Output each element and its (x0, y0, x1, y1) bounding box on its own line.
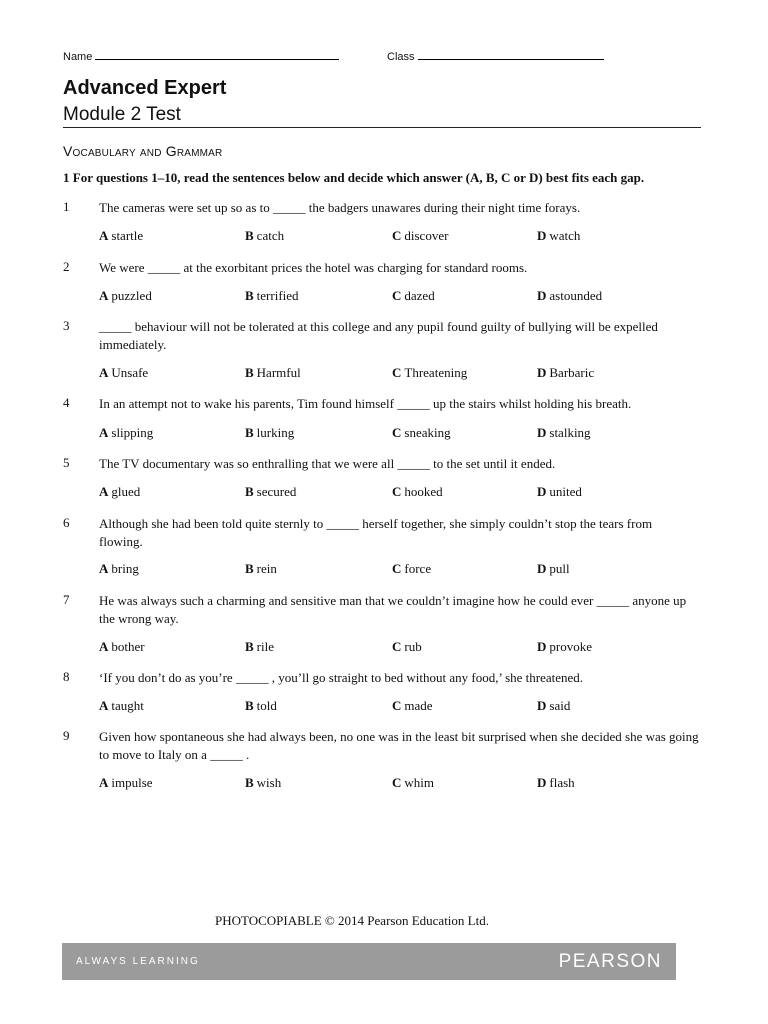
option-letter: A (99, 698, 109, 713)
option-c[interactable] (392, 288, 435, 304)
publisher-banner (62, 943, 676, 980)
section-heading: Vocabulary and Grammar (63, 143, 223, 159)
option-letter: B (245, 698, 254, 713)
option-text: startle (111, 228, 144, 243)
option-letter: D (537, 228, 547, 243)
option-d[interactable] (537, 288, 602, 304)
options-2 (99, 288, 699, 306)
options-9 (99, 775, 699, 793)
option-text: rein (256, 561, 277, 576)
option-text: made (404, 698, 433, 713)
options-6 (99, 561, 699, 579)
option-text: lurking (256, 425, 295, 440)
question-number: 2 (63, 259, 70, 274)
option-a[interactable] (99, 288, 152, 304)
option-letter: D (537, 288, 547, 303)
options-8 (99, 698, 699, 716)
option-letter: A (99, 228, 109, 243)
class-field[interactable] (387, 48, 604, 63)
option-letter: D (537, 425, 547, 440)
option-text: pull (549, 561, 570, 576)
option-letter: A (99, 639, 109, 654)
options-7 (99, 639, 699, 657)
option-letter: B (245, 425, 254, 440)
option-text: catch (256, 228, 285, 243)
page-subtitle: Module 2 Test (63, 104, 181, 125)
option-text: force (404, 561, 432, 576)
question-number: 4 (63, 395, 70, 410)
option-text: secured (256, 484, 297, 499)
option-letter: A (99, 775, 109, 790)
option-a[interactable] (99, 228, 143, 244)
option-letter: C (392, 698, 402, 713)
option-letter: C (392, 365, 402, 380)
option-text: Unsafe (111, 365, 149, 380)
option-b[interactable] (245, 639, 274, 655)
publisher-logo: PEARSON (558, 951, 662, 972)
option-letter: D (537, 639, 547, 654)
class-label: Class (387, 51, 415, 63)
question-text: ‘If you don’t do as you’re _____ , you’ll go straight to bed without any food,’ she threatened. (99, 670, 584, 685)
option-a[interactable] (99, 698, 144, 714)
option-letter: B (245, 775, 254, 790)
option-c[interactable] (392, 484, 443, 500)
option-b[interactable] (245, 484, 296, 500)
option-b[interactable] (245, 561, 277, 577)
option-letter: C (392, 425, 402, 440)
option-text: taught (111, 698, 144, 713)
option-text: provoke (549, 639, 592, 654)
option-letter: B (245, 484, 254, 499)
option-b[interactable] (245, 425, 294, 441)
option-text: wish (256, 775, 282, 790)
question-text: He was always such a charming and sensitive man that we couldn’t imagine how he could ever _____ anyone up the wrong way. (99, 593, 687, 626)
option-b[interactable] (245, 775, 281, 791)
page-title: Advanced Expert (63, 77, 227, 99)
option-d[interactable] (537, 561, 570, 577)
option-letter: A (99, 484, 109, 499)
option-a[interactable] (99, 484, 140, 500)
option-text: bring (111, 561, 139, 576)
option-text: impulse (111, 775, 153, 790)
option-text: bother (111, 639, 145, 654)
name-label: Name (63, 51, 93, 63)
option-letter: D (537, 775, 547, 790)
option-letter: C (392, 639, 402, 654)
option-letter: B (245, 561, 254, 576)
option-text: rile (256, 639, 274, 654)
option-b[interactable] (245, 698, 277, 714)
option-letter: B (245, 639, 254, 654)
option-d[interactable] (537, 639, 592, 655)
option-text: stalking (549, 425, 591, 440)
question-number: 8 (63, 669, 70, 684)
option-c[interactable] (392, 365, 467, 381)
option-text: Harmful (256, 365, 301, 380)
option-letter: D (537, 698, 547, 713)
name-line (95, 48, 339, 60)
option-d[interactable] (537, 228, 580, 244)
class-line (418, 48, 604, 60)
option-text: told (256, 698, 277, 713)
question-text: The TV documentary was so enthralling that we were all _____ to the set until it ended. (99, 456, 556, 471)
options-4 (99, 425, 699, 443)
option-text: hooked (404, 484, 443, 499)
question-text: In an attempt not to wake his parents, Tim found himself _____ up the stairs whilst holding his breath. (99, 396, 632, 411)
question-number: 5 (63, 455, 70, 470)
option-letter: C (392, 561, 402, 576)
question-text: _____ behaviour will not be tolerated at this college and any pupil found guilty of bullying will be expelled immediately. (99, 319, 658, 352)
option-a[interactable] (99, 639, 145, 655)
option-text: rub (404, 639, 422, 654)
option-text: Threatening (404, 365, 468, 380)
option-letter: D (537, 484, 547, 499)
question-number: 3 (63, 318, 70, 333)
question-text: Given how spontaneous she had always been, no one was in the least bit surprised when she decided she was going to move to Italy on a _____ . (99, 729, 699, 762)
option-text: said (549, 698, 571, 713)
title-divider (63, 127, 701, 128)
option-c[interactable] (392, 561, 431, 577)
option-letter: B (245, 365, 254, 380)
option-text: united (549, 484, 582, 499)
option-d[interactable] (537, 365, 594, 381)
option-text: glued (111, 484, 141, 499)
option-c[interactable] (392, 698, 433, 714)
option-text: flash (549, 775, 575, 790)
option-letter: B (245, 288, 254, 303)
option-text: whim (404, 775, 435, 790)
option-b[interactable] (245, 228, 284, 244)
option-c[interactable] (392, 228, 448, 244)
option-c[interactable] (392, 425, 451, 441)
option-d[interactable] (537, 484, 582, 500)
option-a[interactable] (99, 561, 139, 577)
tagline: ALWAYS LEARNING (76, 956, 200, 967)
option-text: Barbaric (549, 365, 595, 380)
question-number: 9 (63, 728, 70, 743)
option-letter: A (99, 288, 109, 303)
option-d[interactable] (537, 698, 570, 714)
option-text: slipping (111, 425, 154, 440)
option-a[interactable] (99, 425, 153, 441)
question-number: 1 (63, 199, 70, 214)
option-c[interactable] (392, 639, 422, 655)
copyright-note (0, 913, 768, 929)
option-letter: A (99, 425, 109, 440)
copyright-text: PHOTOCOPIABLE © 2014 Pearson Education Ltd. (215, 913, 489, 928)
option-letter: C (392, 484, 402, 499)
option-letter: A (99, 561, 109, 576)
option-b[interactable] (245, 365, 301, 381)
option-text: astounded (549, 288, 603, 303)
question-number: 6 (63, 515, 70, 530)
option-d[interactable] (537, 425, 591, 441)
option-a[interactable] (99, 775, 153, 791)
option-text: puzzled (111, 288, 152, 303)
option-letter: D (537, 365, 547, 380)
option-letter: A (99, 365, 109, 380)
option-text: terrified (256, 288, 299, 303)
options-5 (99, 484, 699, 502)
instructions: 1 For questions 1–10, read the sentences below and decide which answer (A, B, C or D) best fits each gap. (63, 170, 645, 185)
name-field[interactable] (63, 48, 339, 63)
option-letter: C (392, 228, 402, 243)
option-b[interactable] (245, 288, 299, 304)
option-letter: B (245, 228, 254, 243)
option-d[interactable] (537, 775, 575, 791)
option-text: dazed (404, 288, 435, 303)
option-text: discover (404, 228, 449, 243)
option-text: watch (549, 228, 581, 243)
question-text: Although she had been told quite sternly to _____ herself together, she simply couldn’t stop the tears from flowing. (99, 516, 653, 549)
question-number: 7 (63, 592, 70, 607)
option-letter: C (392, 775, 402, 790)
option-a[interactable] (99, 365, 148, 381)
question-text: The cameras were set up so as to _____ the badgers unawares during their night time forays. (99, 200, 581, 215)
options-1 (99, 228, 699, 246)
option-letter: D (537, 561, 547, 576)
option-letter: C (392, 288, 402, 303)
question-text: We were _____ at the exorbitant prices the hotel was charging for standard rooms. (99, 260, 528, 275)
options-3 (99, 365, 699, 383)
option-text: sneaking (404, 425, 451, 440)
option-c[interactable] (392, 775, 434, 791)
